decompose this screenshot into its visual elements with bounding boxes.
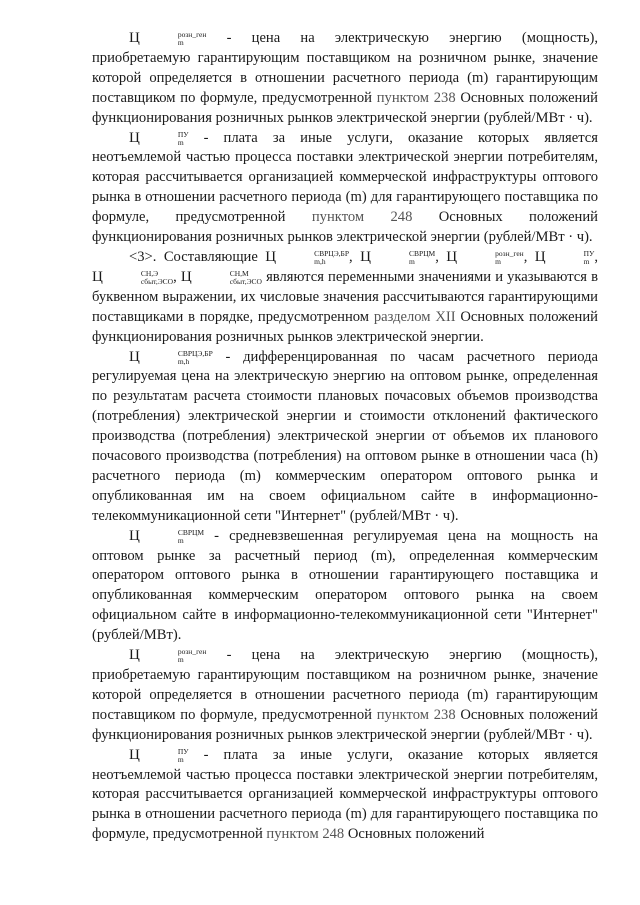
reference-link-punkt-248[interactable]: пунктом 248 <box>266 826 345 843</box>
paragraph-text: Основных положений функционирования розничных рынков электрической энергии (рублей/МВт · ч). <box>92 89 598 126</box>
paragraph-text: Основных положений функционирования розничных рынков электрической энергии (рублей/МВт · ч). <box>92 706 598 743</box>
reference-link-punkt-238[interactable]: пунктом 238 <box>376 706 456 723</box>
symbol-c-sn-e: Ц СН,Э сбыт,ЭСО <box>92 268 174 286</box>
paragraph-text: - цена на электрическую энергию (мощность), приобретаемую гарантирующим поставщиком на розничном рынке, значение которой определяется в отношении расчетного периода (m) гарантирующим поставщиком по формуле, предусмотренной <box>92 30 598 106</box>
paragraph-pu-definition-repeat <box>92 746 598 846</box>
paragraph-text: - плата за иные услуги, оказание которых является неотъемлемой частью процесса поставки электрической энергии потребителям, которая рассчитывается организацией коммерческой инфраструктуры оптового рынка в отношении расчетного периода (m) для гарантирующего поставщика по формуле, предусмотренной <box>92 746 598 843</box>
paragraph-footnote-3: <3>. Составляющие Ц СВРЦЭ,БР m,h , Ц СВРЦМ m , Ц розн_ген m , Ц ПУ m , Ц СН,Э сбыт,ЭСО , Ц СН,М сбыт,ЭСО являются переменными значениями и указываются в буквенном выражении, их числовые значения рассчитываются гарантирующими поставщиками в порядке, предусмотренном разделом XII Основных положений функционирования розничных рынков электрической энергии. <box>92 248 598 345</box>
paragraph-text: - цена на электрическую энергию (мощность), приобретаемую гарантирующим поставщиком на розничном рынке, значение которой определяется в отношении расчетного периода (m) гарантирующим поставщиком по формуле, предусмотренной <box>92 647 598 723</box>
reference-link-razdel-xii[interactable]: разделом XII <box>373 308 456 325</box>
paragraph-pu-definition <box>92 129 598 248</box>
symbol-c-svrcep: Ц СВРЦЭ,БР m,h <box>129 348 213 366</box>
symbol-c-pu: Ц ПУ m <box>534 248 595 266</box>
paragraph-rozn-gen-definition-repeat <box>92 646 598 746</box>
paragraph-svrcm-definition <box>92 527 598 646</box>
paragraph-text: Основных положений <box>347 826 485 843</box>
symbol-c-rozn-gen: Ц розн_ген m <box>129 30 207 47</box>
paragraph-svrcep-definition <box>92 348 598 527</box>
paragraph-text: Основных положений функционирования розничных рынков электрической энергии (рублей/МВт · ч). <box>92 209 598 246</box>
symbol-c-svrcm: Ц СВРЦМ m <box>129 527 205 545</box>
reference-link-punkt-248[interactable]: пунктом 248 <box>311 209 413 226</box>
paragraph-text: являются переменными значениями и указываются в буквенном выражении, их числовые значения рассчитываются гарантирующими поставщиками в порядке, предусмотренном <box>92 268 598 325</box>
paragraph-text: Основных положений функционирования розничных рынков электрической энергии. <box>92 308 598 345</box>
document-page <box>92 29 598 845</box>
paragraph-text: - дифференцированная по часам расчетного периода регулируемая цена на электрическую энергию на оптовом рынке, определенная по результатам расчета стоимости плановых почасовых объемов производства (потребления) электрической энергии и стоимости отклонений фактического производства (потребления) электрической энергии от объемов их планового почасового производства (потребления) на оптовом рынке в отношении часа (h) расчетного периода (m) коммерческим оператором оптового рынка и опубликованная им на своем официальном сайте в информационно-телекоммуникационной сети "Интернет" (рублей/МВт · ч). <box>92 348 598 524</box>
reference-link-punkt-238[interactable]: пунктом 238 <box>376 89 456 106</box>
symbol-c-pu: Ц ПУ m <box>129 129 189 147</box>
symbol-c-rozn-gen: Ц розн_ген m <box>129 647 207 665</box>
paragraph-text: - средневзвешенная регулируемая цена на мощность на оптовом рынке за расчетный период (m), определенная коммерческим оператором оптового рынка в отношении гарантирующего поставщика и опубликованная коммерческим оператором оптового рынка на своем официальном сайте в информационно-телекоммуникационной сети "Интернет" (рублей/МВт). <box>92 527 598 644</box>
symbol-c-sn-m: Ц СН,М сбыт,ЭСО <box>180 268 262 286</box>
symbol-c-svrcep: Ц СВРЦЭ,БР m,h <box>265 248 350 266</box>
symbol-c-svrcm: Ц СВРЦМ m <box>360 248 436 266</box>
paragraph-rozn-gen-definition <box>92 29 598 129</box>
paragraph-text: - плата за иные услуги, оказание которых является неотъемлемой частью процесса поставки электрической энергии потребителям, которая рассчитывается организацией коммерческой инфраструктуры оптового рынка в отношении расчетного периода (m) для гарантирующего поставщика по формуле, предусмотренной <box>92 129 598 226</box>
symbol-c-pu: Ц ПУ m <box>129 746 189 764</box>
symbol-c-rozn-gen: Ц розн_ген m <box>446 248 524 266</box>
footnote-lead: <3>. Составляющие <box>129 248 258 265</box>
